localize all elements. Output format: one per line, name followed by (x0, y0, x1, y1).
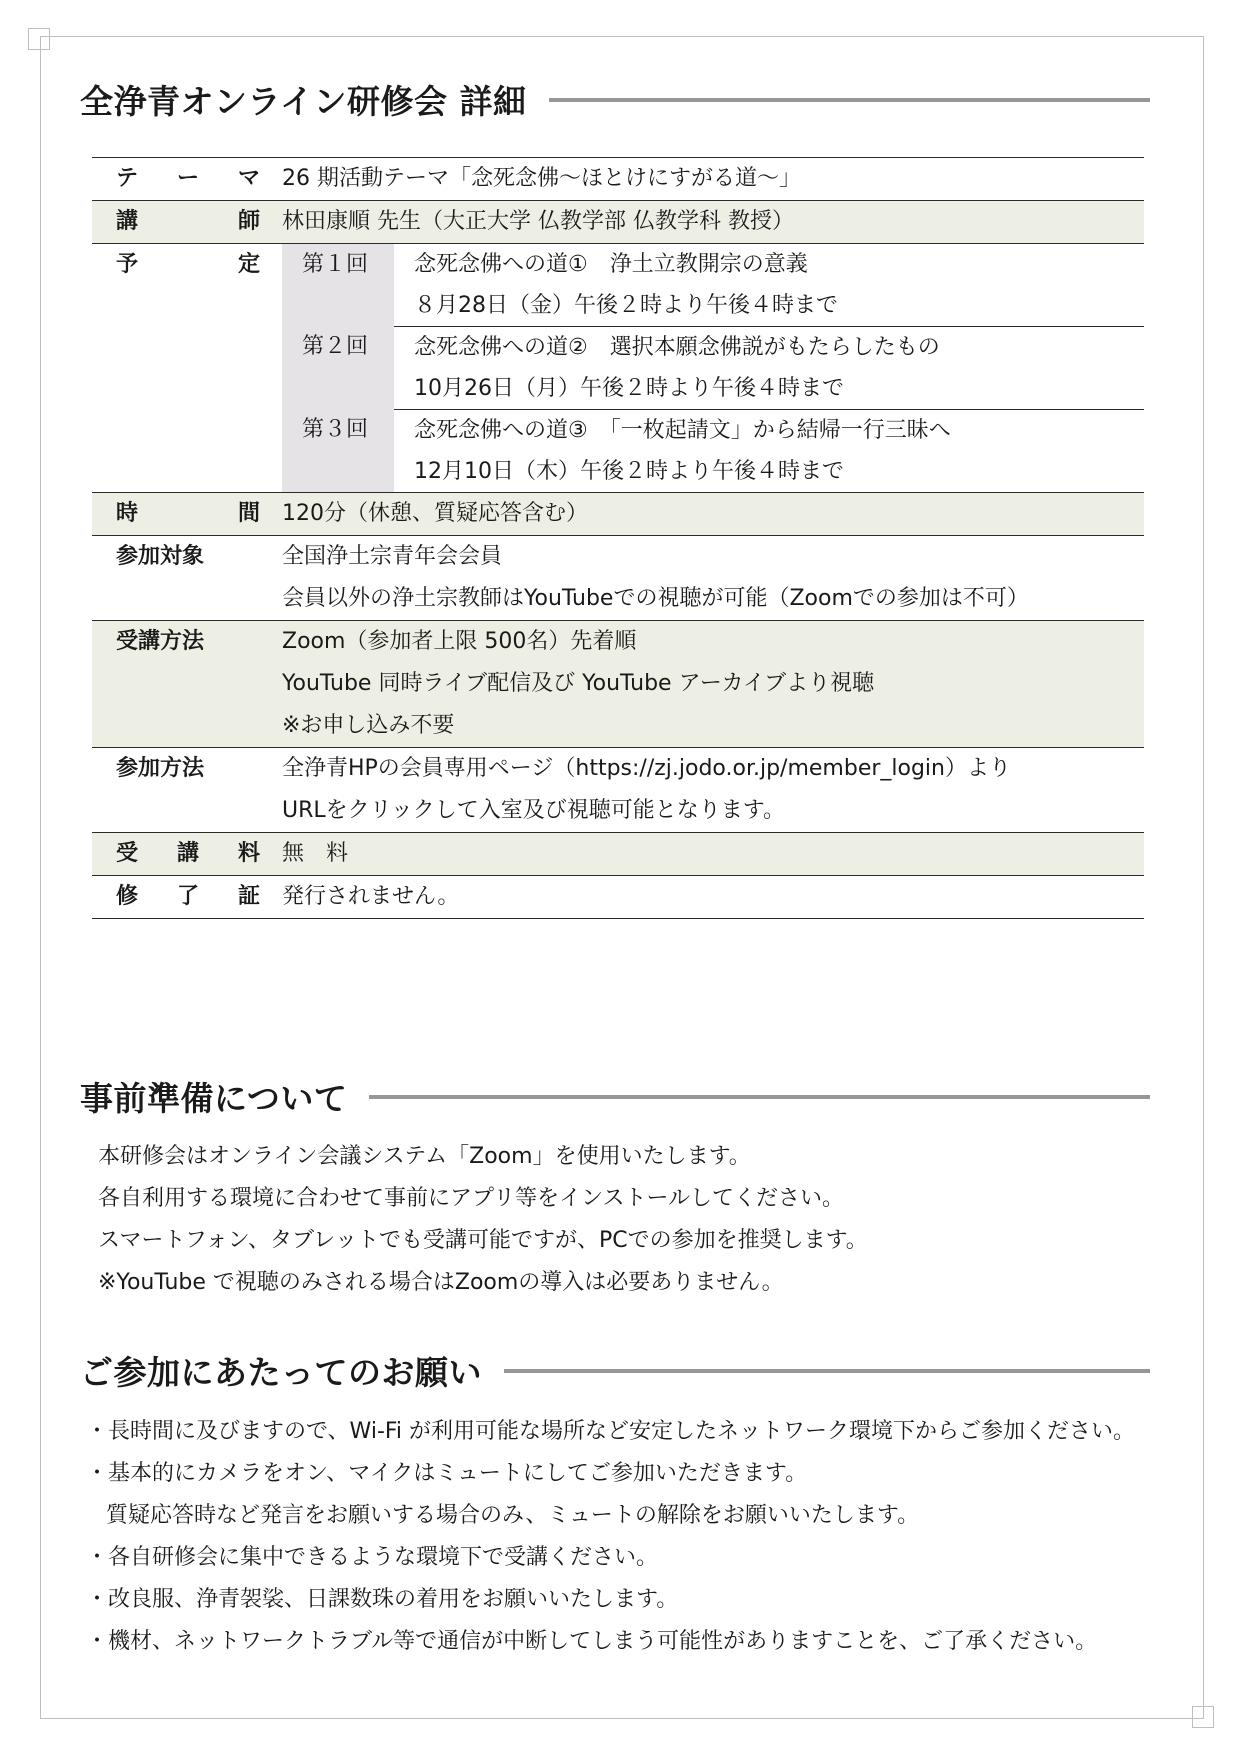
session-title: 念死念佛への道③ 「一枚起請文」から結帰一行三昧へ (414, 418, 951, 443)
session-body (394, 244, 1144, 326)
schedule-session (282, 244, 1144, 326)
schedule-session (282, 326, 1144, 409)
label-char: 受 (116, 841, 139, 866)
row-label-certificate (92, 876, 282, 918)
preparation-line: 本研修会はオンライン会議システム「Zoom」を使用いたします。 (98, 1144, 751, 1169)
time-value: 120分（休憩、質疑応答含む） (282, 501, 588, 526)
label-char: 講 (116, 209, 139, 234)
method-value (282, 621, 1144, 747)
preparation-text (98, 1136, 868, 1304)
preparation-section-header (80, 1073, 1150, 1120)
row-label-how-to-join: 参加方法 (116, 756, 205, 781)
row-label-time (92, 493, 282, 535)
method-line: ※お申し込み不要 (282, 713, 455, 738)
row-how-to-join (92, 748, 1144, 833)
heading-rule (504, 1369, 1150, 1373)
row-fee (92, 833, 1144, 876)
label-char: 修 (116, 884, 139, 909)
row-label-fee (92, 833, 282, 875)
session-body (394, 409, 1144, 492)
lecturer-value: 林田康順 先生（大正大学 仏教学部 仏教学科 教授） (282, 209, 794, 234)
row-label-schedule (92, 244, 282, 492)
heading-rule (549, 98, 1151, 102)
target-line: 会員以外の浄土宗教師はYouTubeでの視聴が可能（Zoomでの参加は不可） (282, 586, 1029, 611)
session-date: ８月28日（金）午後２時より午後４時まで (414, 293, 838, 318)
details-table (92, 157, 1144, 919)
session-number: 第２回 (282, 326, 394, 409)
row-label-theme (92, 158, 282, 200)
label-char: テ (116, 166, 139, 191)
how-to-join-value (282, 748, 1144, 832)
fee-value: 無 料 (282, 841, 349, 866)
session-body (394, 326, 1144, 409)
schedule-list (282, 244, 1144, 492)
row-target (92, 536, 1144, 621)
session-date: 10月26日（月）午後２時より午後４時まで (414, 376, 844, 401)
requests-heading: ご参加にあたってのお願い (80, 1353, 482, 1392)
row-schedule (92, 244, 1144, 493)
crop-mark-top-left (28, 28, 50, 50)
heading-rule (369, 1095, 1150, 1099)
request-item: ・改良服、浄青袈裟、日課数珠の着用をお願いいたします。 (86, 1587, 679, 1612)
preparation-line: ※YouTube で視聴のみされる場合はZoomの導入は必要ありません。 (98, 1270, 784, 1295)
row-lecturer (92, 201, 1144, 244)
how-to-join-line: 全浄青HPの会員専用ページ（https://zj.jodo.or.jp/member_login）より (282, 756, 1011, 781)
label-char: 了 (176, 884, 199, 909)
preparation-line: 各自利用する環境に合わせて事前にアプリ等をインストールしてください。 (98, 1186, 845, 1211)
requests-section-header (80, 1347, 1150, 1394)
label-char: 師 (237, 209, 260, 234)
certificate-value: 発行されません。 (282, 884, 460, 909)
session-number: 第１回 (282, 244, 394, 326)
session-title: 念死念佛への道② 選択本願念佛説がもたらしたもの (414, 335, 940, 360)
row-label-target: 参加対象 (116, 544, 205, 569)
label-char: マ (237, 166, 260, 191)
request-item: ・長時間に及びますので、Wi-Fi が利用可能な場所など安定したネットワーク環境下からご参加ください。 (86, 1419, 1136, 1444)
method-line: Zoom（参加者上限 500名）先着順 (282, 629, 637, 654)
requests-list (86, 1411, 1135, 1663)
session-number: 第３回 (282, 409, 394, 492)
target-value (282, 536, 1144, 620)
session-date: 12月10日（木）午後２時より午後４時まで (414, 459, 844, 484)
label-char: 間 (237, 501, 260, 526)
label-char: 予 (116, 252, 139, 277)
row-method (92, 621, 1144, 748)
request-item: ・機材、ネットワークトラブル等で通信が中断してしまう可能性がありますことを、ご了承ください。 (86, 1629, 1098, 1654)
theme-value: 26 期活動テーマ「念死念佛～ほとけにすがる道～」 (282, 166, 801, 191)
preparation-heading: 事前準備について (80, 1079, 348, 1118)
row-label-lecturer (92, 201, 282, 243)
how-to-join-line: URLをクリックして入室及び視聴可能となります。 (282, 798, 786, 823)
row-theme (92, 158, 1144, 201)
row-time (92, 493, 1144, 536)
label-char: 料 (237, 841, 260, 866)
details-section-header (80, 76, 1150, 123)
schedule-session (282, 409, 1144, 492)
details-heading: 全浄青オンライン研修会 詳細 (80, 82, 527, 121)
label-char: 証 (237, 884, 260, 909)
label-char: 講 (176, 841, 199, 866)
label-char: ー (176, 166, 199, 191)
target-line: 全国浄土宗青年会会員 (282, 544, 503, 569)
row-certificate (92, 876, 1144, 919)
session-title: 念死念佛への道① 浄土立教開宗の意義 (414, 252, 808, 277)
label-char: 時 (116, 501, 139, 526)
preparation-line: スマートフォン、タブレットでも受講可能ですが、PCでの参加を推奨します。 (98, 1228, 868, 1253)
method-line: YouTube 同時ライブ配信及び YouTube アーカイブより視聴 (282, 671, 875, 696)
request-item: ・基本的にカメラをオン、マイクはミュートにしてご参加いただきます。 (86, 1461, 808, 1486)
label-char: 定 (237, 252, 260, 277)
crop-mark-bottom-right (1192, 1706, 1214, 1728)
request-item-continued: 質疑応答時など発言をお願いする場合のみ、ミュートの解除をお願いいたします。 (106, 1503, 920, 1528)
row-label-method: 受講方法 (116, 629, 205, 654)
request-item: ・各自研修会に集中できるような環境下で受講ください。 (86, 1545, 659, 1570)
